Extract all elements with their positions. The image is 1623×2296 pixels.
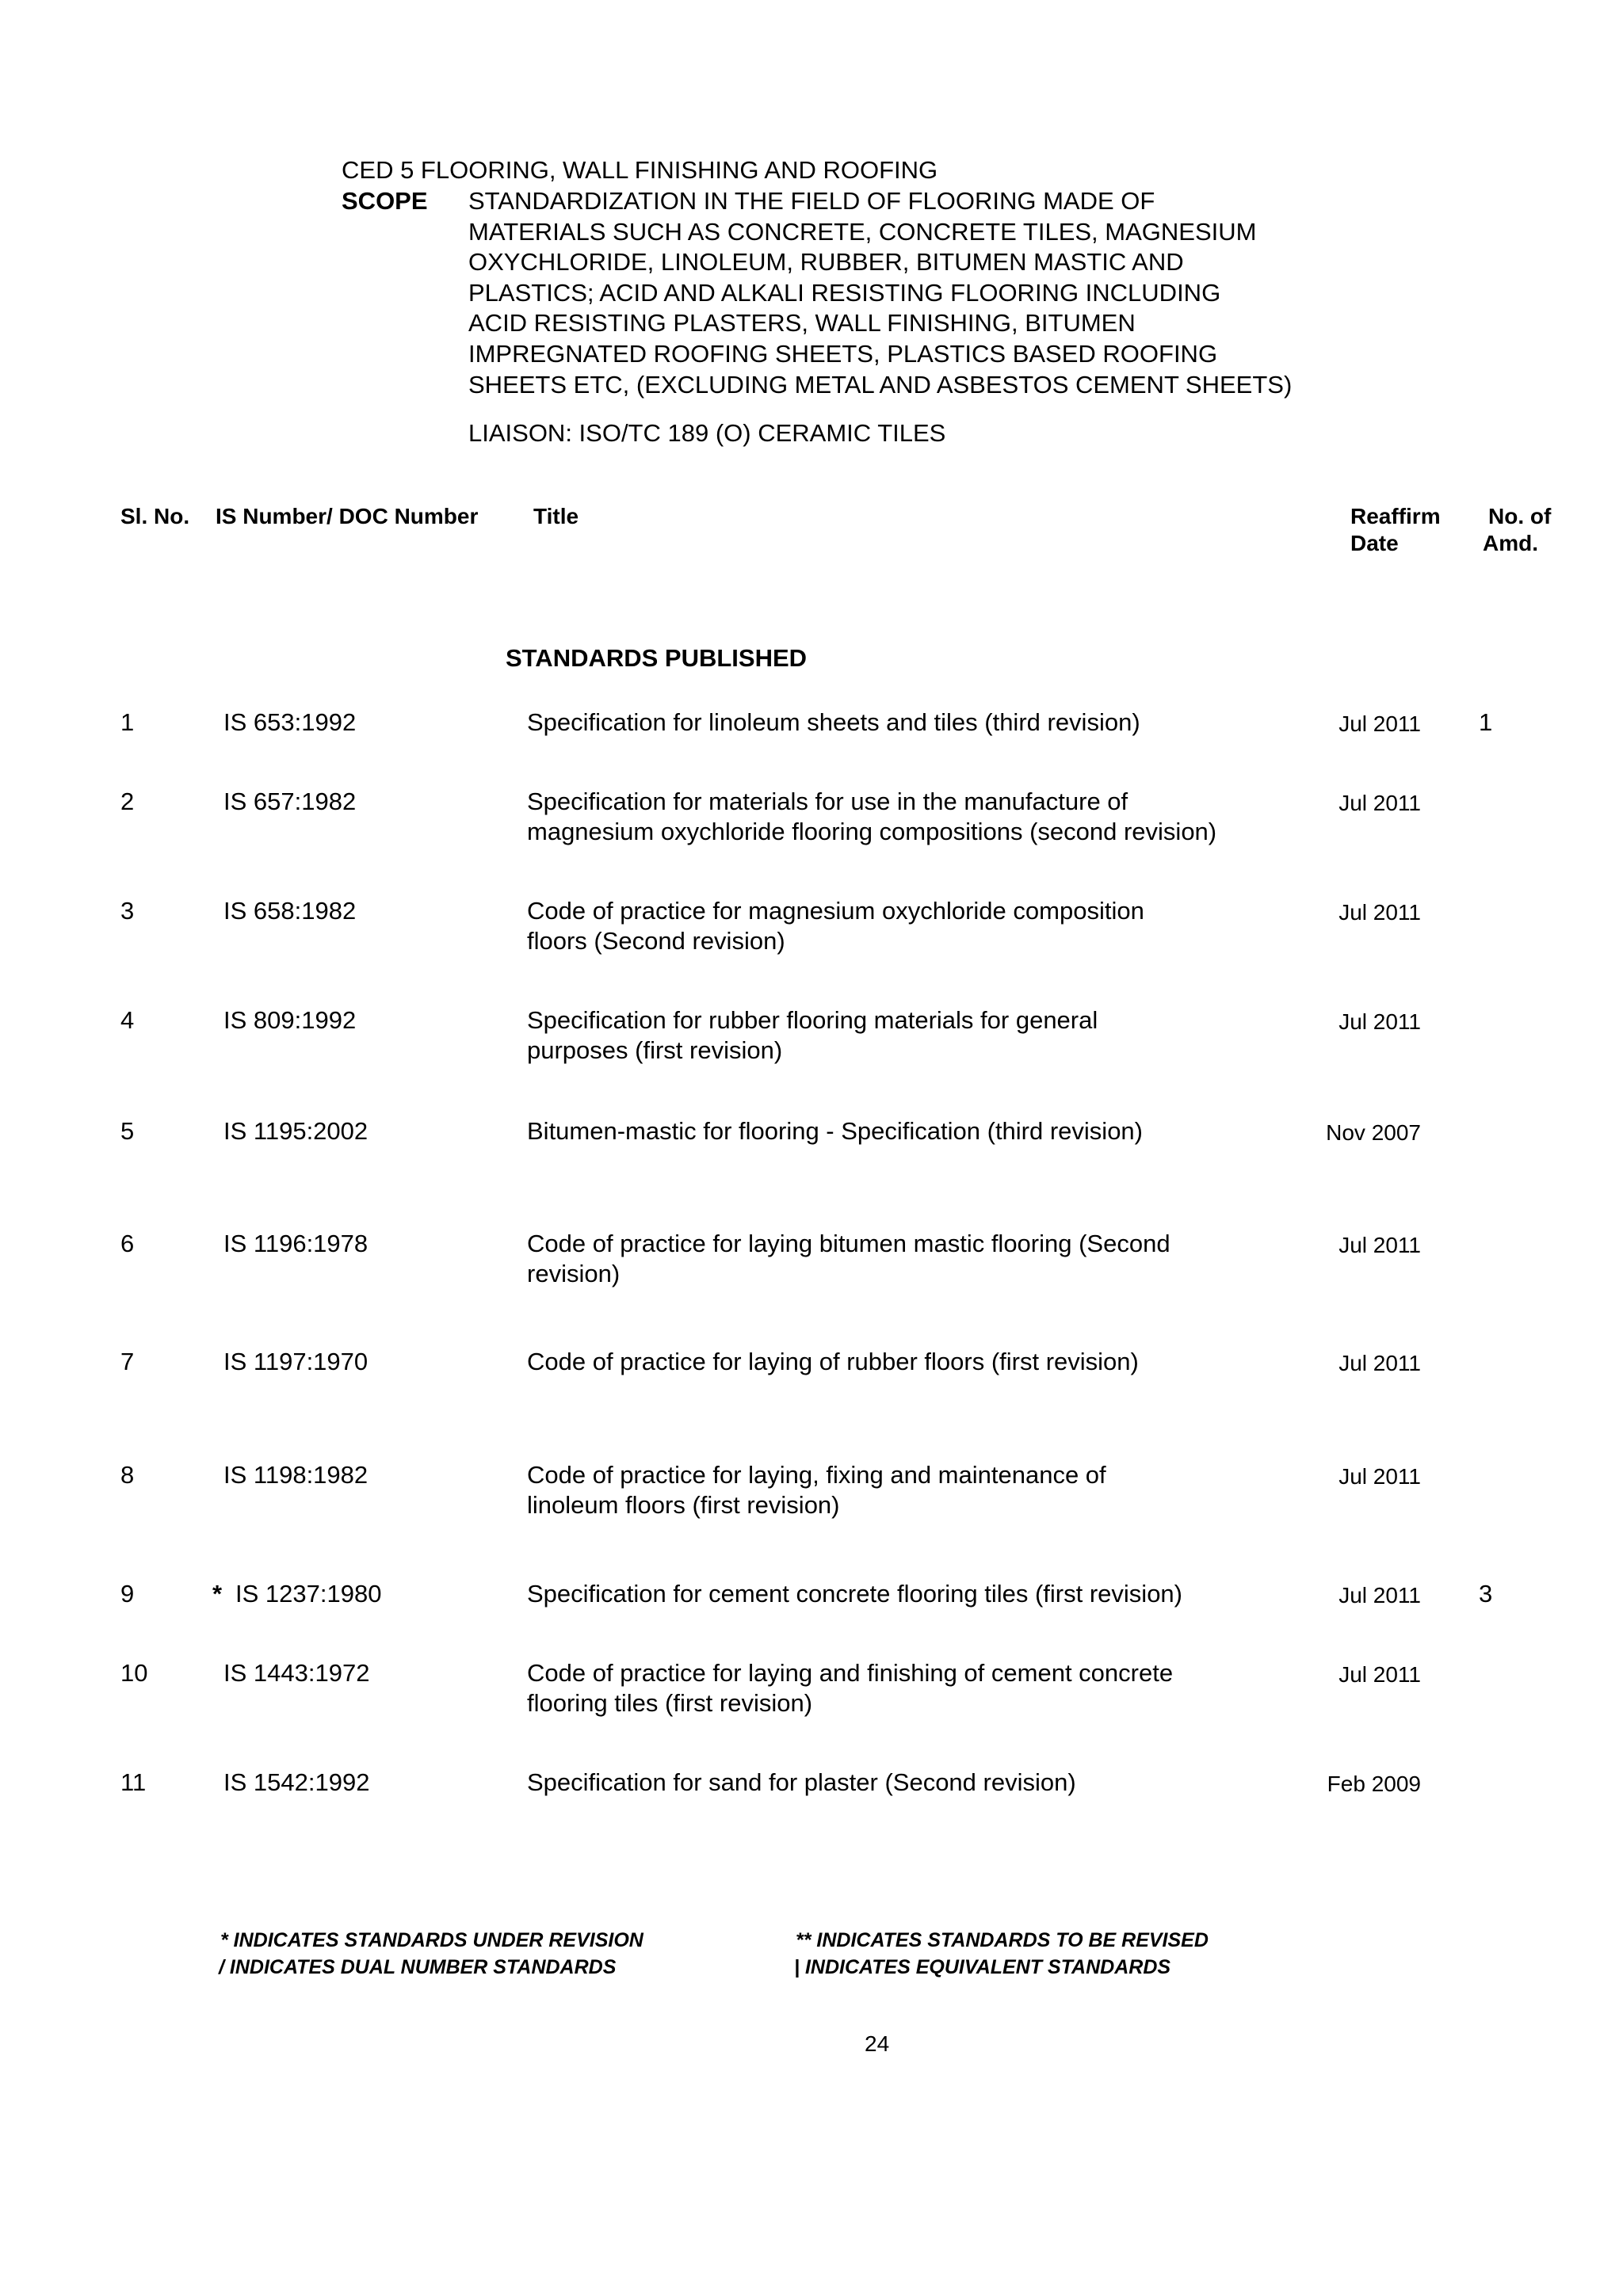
is-number-cell: IS 1197:1970 [223,1348,369,1375]
sl-no-cell: 9 [120,1580,135,1608]
scope-line: MATERIALS SUCH AS CONCRETE, CONCRETE TILES, MAGNESIUM [468,217,1257,246]
is-number-cell: IS 809:1992 [223,1006,357,1034]
scope-label: SCOPE [342,187,428,215]
title-line: Bitumen-mastic for flooring - Specification (third revision) [527,1117,1143,1145]
reaffirm-date-cell: Jul 2011 [1338,791,1421,815]
col-header-is-number: IS Number/ DOC Number [216,504,479,528]
is-number-cell: IS 658:1982 [223,897,357,925]
sl-no-cell: 3 [120,897,135,925]
title-cell [527,1460,1106,1520]
title-line: purposes (first revision) [527,1036,783,1064]
scope-line: IMPREGNATED ROOFING SHEETS, PLASTICS BASED ROOFING [468,339,1218,368]
reaffirm-date-cell: Jul 2011 [1338,900,1421,925]
col-header-reaffirm-date [1350,503,1441,557]
section-title: STANDARDS PUBLISHED [506,644,808,672]
sl-no-cell: 7 [120,1348,135,1375]
title-cell [527,1347,1139,1377]
col-header-amd-line2: Amd. [1483,531,1538,555]
sl-no-cell: 11 [120,1768,147,1796]
reaffirm-date-cell: Jul 2011 [1338,711,1421,736]
scope-line: PLASTICS; ACID AND ALKALI RESISTING FLOORING INCLUDING [468,278,1221,307]
is-number-cell: IS 1195:2002 [223,1117,369,1145]
title-cell [527,1579,1182,1609]
legend-under-revision: * INDICATES STANDARDS UNDER REVISION [220,1929,643,1951]
title-line: Specification for cement concrete flooring tiles (first revision) [527,1580,1182,1608]
page-number: 24 [865,2031,890,2056]
title-cell [527,1658,1173,1718]
title-cell [527,787,1216,847]
title-line: flooring tiles (first revision) [527,1689,813,1717]
liaison-text: LIAISON: ISO/TC 189 (O) CERAMIC TILES [468,419,946,447]
title-line: floors (Second revision) [527,927,785,955]
is-number-cell: IS 1237:1980 [235,1580,382,1608]
reaffirm-date-cell: Jul 2011 [1338,1233,1421,1257]
is-number-cell: IS 657:1982 [223,788,357,815]
title-line: Code of practice for laying, fixing and maintenance of [527,1461,1106,1489]
title-line: Code of practice for laying bitumen mastic flooring (Second [527,1230,1170,1257]
col-header-amd [1483,503,1551,557]
title-cell [527,707,1140,738]
scope-text [468,186,1292,400]
sl-no-cell: 1 [120,708,135,736]
col-header-reaffirm-line1: Reaffirm [1350,504,1441,528]
reaffirm-date-cell: Feb 2009 [1327,1772,1421,1796]
committee-heading: CED 5 FLOORING, WALL FINISHING AND ROOFING [342,156,938,184]
is-number-cell: IS 653:1992 [223,708,357,736]
legend-to-be-revised: ** INDICATES STANDARDS TO BE REVISED [796,1929,1209,1951]
reaffirm-date-cell: Jul 2011 [1338,1583,1421,1608]
title-line: Specification for materials for use in the manufacture of [527,788,1128,815]
col-header-reaffirm-line2: Date [1350,531,1399,555]
title-cell [527,896,1144,956]
is-number-cell: IS 1542:1992 [223,1768,370,1796]
scope-line: STANDARDIZATION IN THE FIELD OF FLOORING MADE OF [468,187,1155,215]
title-line: Specification for rubber flooring materials for general [527,1006,1098,1034]
title-line: Specification for sand for plaster (Second revision) [527,1768,1076,1796]
scope-line: SHEETS ETC, (EXCLUDING METAL AND ASBESTOS CEMENT SHEETS) [468,370,1293,399]
sl-no-cell: 2 [120,788,135,815]
is-number-cell: IS 1198:1982 [223,1461,369,1489]
title-line: revision) [527,1260,621,1287]
sl-no-cell: 6 [120,1230,135,1257]
scope-line: OXYCHLORIDE, LINOLEUM, RUBBER, BITUMEN MASTIC AND [468,248,1184,277]
title-cell [527,1116,1143,1146]
legend-equivalent: | INDICATES EQUIVALENT STANDARDS [794,1956,1171,1978]
title-line: Code of practice for laying and finishing of cement concrete [527,1659,1174,1687]
sl-no-cell: 5 [120,1117,135,1145]
col-header-sl-no: Sl. No. [120,504,190,528]
title-cell [527,1768,1076,1798]
sl-no-cell: 8 [120,1461,135,1489]
reaffirm-date-cell: Jul 2011 [1338,1464,1421,1489]
reaffirm-date-cell: Jul 2011 [1338,1009,1421,1034]
reaffirm-date-cell: Jul 2011 [1338,1662,1421,1687]
is-number-cell: IS 1443:1972 [223,1659,370,1687]
title-cell [527,1005,1098,1066]
title-cell [527,1229,1170,1289]
sl-no-cell: 4 [120,1006,135,1034]
is-number-cell: IS 1196:1978 [223,1230,369,1257]
sl-no-cell: 10 [120,1659,148,1687]
reaffirm-date-cell: Jul 2011 [1338,1351,1421,1375]
title-line: linoleum floors (first revision) [527,1491,840,1519]
title-line: Code of practice for magnesium oxychloride composition [527,897,1144,925]
reaffirm-date-cell: Nov 2007 [1326,1120,1421,1145]
amd-count-cell: 1 [1479,708,1493,736]
title-line: Specification for linoleum sheets and tiles (third revision) [527,708,1140,736]
amd-count-cell: 3 [1479,1580,1493,1608]
legend-dual-number: / INDICATES DUAL NUMBER STANDARDS [219,1956,617,1978]
title-line: Code of practice for laying of rubber floors (first revision) [527,1348,1139,1375]
col-header-title: Title [533,504,579,528]
col-header-amd-line1: No. of [1488,504,1552,528]
scope-line: ACID RESISTING PLASTERS, WALL FINISHING, BITUMEN [468,309,1136,338]
revision-mark: * [212,1580,223,1608]
title-line: magnesium oxychloride flooring compositions (second revision) [527,818,1217,845]
